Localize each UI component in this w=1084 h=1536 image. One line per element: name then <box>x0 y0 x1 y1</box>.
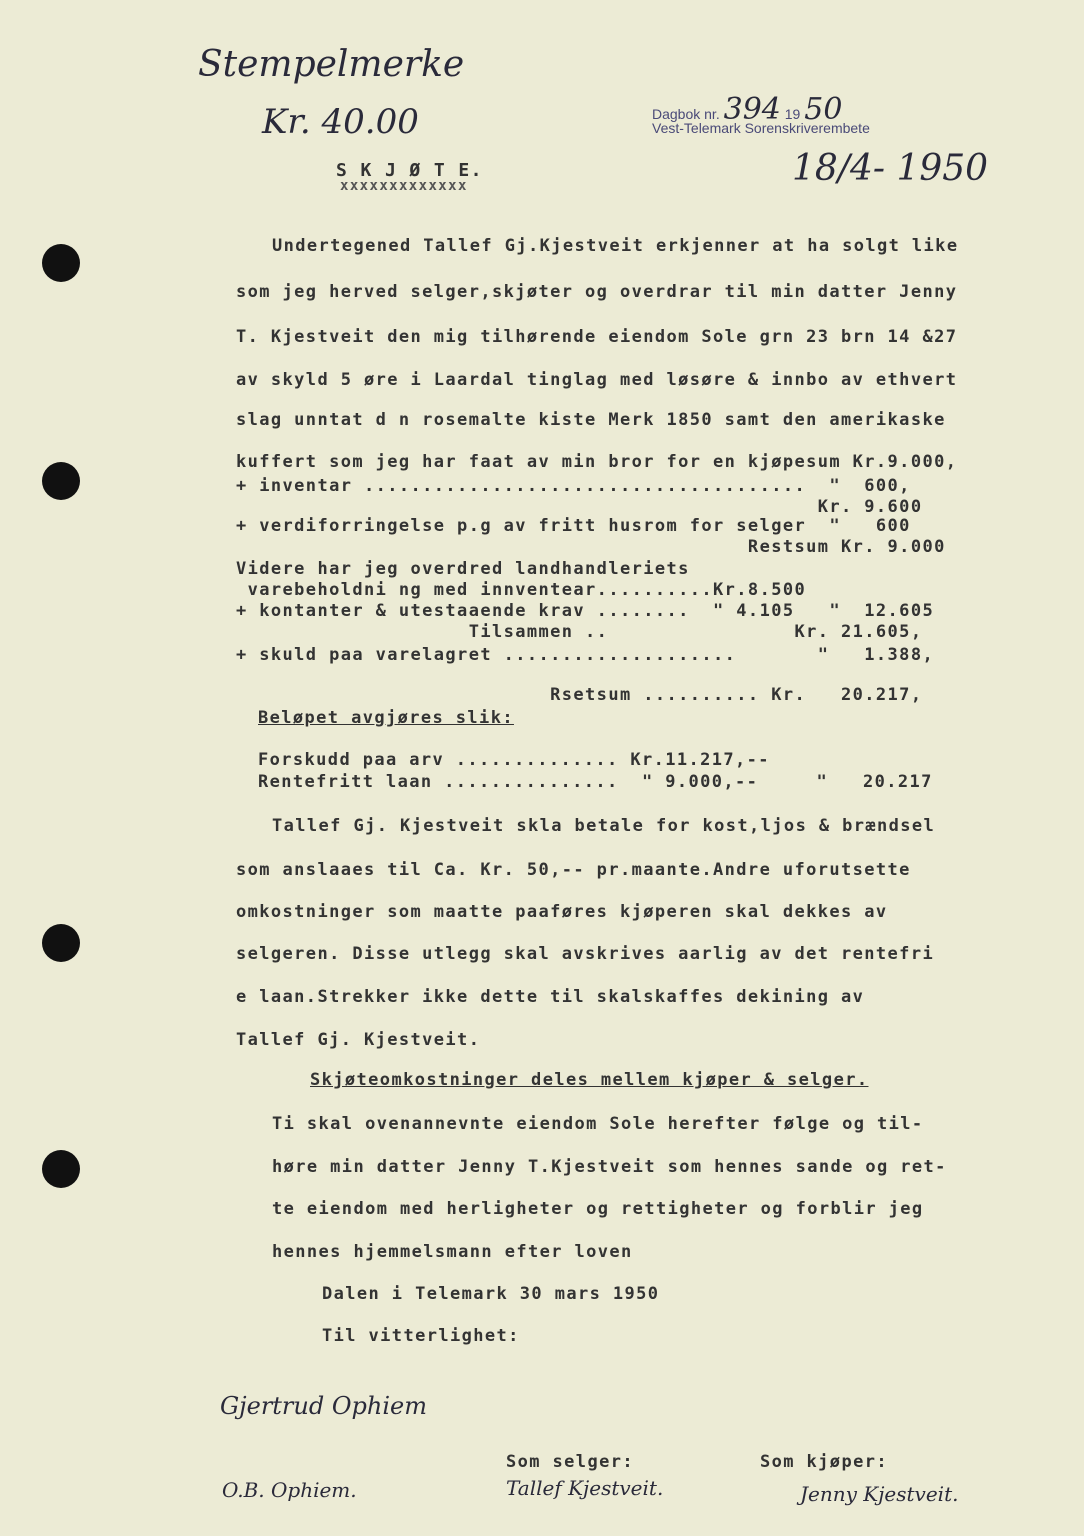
title-underline: xxxxxxxxxxxxx <box>340 178 468 194</box>
punch-hole <box>42 462 80 500</box>
body-line: + inventar ...................................... " 600, <box>236 476 911 496</box>
body-line: slag unntat d n rosemalte kiste Merk 1850 samt den amerikaske <box>236 410 946 430</box>
place-date: Dalen i Telemark 30 mars 1950 <box>322 1284 660 1304</box>
received-date: 18/4- 1950 <box>792 148 989 189</box>
punch-hole <box>42 924 80 962</box>
closing-line: hennes hjemmelsmann efter loven <box>272 1242 633 1262</box>
payment-line: Rentefritt laan ............... " 9.000,-- " 20.217 <box>258 772 933 792</box>
office-name: Vest-Telemark Sorenskriverembete <box>652 120 870 136</box>
witness-label: Til vitterlighet: <box>322 1326 520 1346</box>
body-line: Rsetsum .......... Kr. 20.217, <box>236 685 923 705</box>
condition-line: e laan.Strekker ikke dette til skalskaffes dekining av <box>236 987 865 1007</box>
seller-signature: Tallef Kjestveit. <box>506 1476 664 1500</box>
dagbok-number: 394 <box>723 92 781 127</box>
dagbok-year-label: 19 <box>784 106 801 122</box>
body-line: Tilsammen .. Kr. 21.605, <box>236 622 923 642</box>
body-line: Restsum Kr. 9.000 <box>236 537 946 557</box>
witness-signature-1: Gjertrud Ophiem <box>220 1392 427 1420</box>
condition-line: selgeren. Disse utlegg skal avskrives aarlig av det rentefri <box>236 944 935 964</box>
witness-signature-2: O.B. Ophiem. <box>222 1478 357 1502</box>
stamp-note-line1: Stempelmerke <box>198 44 465 85</box>
condition-line: Tallef Gj. Kjestveit skla betale for kost,ljos & brændsel <box>272 816 936 836</box>
body-line: T. Kjestveit den mig tilhørende eiendom Sole grn 23 brn 14 &27 <box>236 327 958 347</box>
body-line: Undertegened Tallef Gj.Kjestveit erkjenner at ha solgt like <box>272 236 959 256</box>
body-line: + kontanter & utestaaende krav ........ " 4.105 " 12.605 <box>236 601 935 621</box>
buyer-label: Som kjøper: <box>760 1452 888 1472</box>
payment-heading: Beløpet avgjøres slik: <box>258 708 514 728</box>
body-line: varebeholdni ng med innventear..........Kr.8.500 <box>236 580 807 600</box>
body-line: Videre har jeg overdred landhandleriets <box>236 559 690 579</box>
dagbok-year: 50 <box>804 92 843 127</box>
payment-line: Forskudd paa arv .............. Kr.11.217,-- <box>258 750 770 770</box>
dagbok-label: Dagbok nr. <box>652 106 720 122</box>
body-line: av skyld 5 øre i Laardal tinglag med løsøre & innbo av ethvert <box>236 370 958 390</box>
closing-line: te eiendom med herligheter og rettigheter og forblir jeg <box>272 1199 924 1219</box>
seller-label: Som selger: <box>506 1452 634 1472</box>
costs-line: Skjøteomkostninger deles mellem kjøper & selger. <box>310 1070 869 1090</box>
body-line: som jeg herved selger,skjøter og overdrar til min datter Jenny <box>236 282 958 302</box>
buyer-signature: Jenny Kjestveit. <box>800 1482 959 1506</box>
punch-hole <box>42 1150 80 1188</box>
body-line: + verdiforringelse p.g av fritt husrom for selger " 600 <box>236 516 911 536</box>
body-line: Kr. 9.600 <box>236 497 923 517</box>
punch-hole <box>42 244 80 282</box>
page-title: S K J Ø T E. <box>336 160 483 181</box>
body-line: + skuld paa varelagret .................... " 1.388, <box>236 645 935 665</box>
closing-line: høre min datter Jenny T.Kjestveit som hennes sande og ret- <box>272 1157 947 1177</box>
condition-line: Tallef Gj. Kjestveit. <box>236 1030 481 1050</box>
condition-line: som anslaaes til Ca. Kr. 50,-- pr.maante.Andre uforutsette <box>236 860 911 880</box>
closing-line: Ti skal ovenannevnte eiendom Sole herefter følge og til- <box>272 1114 924 1134</box>
condition-line: omkostninger som maatte paaføres kjøperen skal dekkes av <box>236 902 888 922</box>
stamp-note-line2: Kr. 40.00 <box>262 102 419 142</box>
body-line: kuffert som jeg har faat av min bror for en kjøpesum Kr.9.000, <box>236 452 958 472</box>
